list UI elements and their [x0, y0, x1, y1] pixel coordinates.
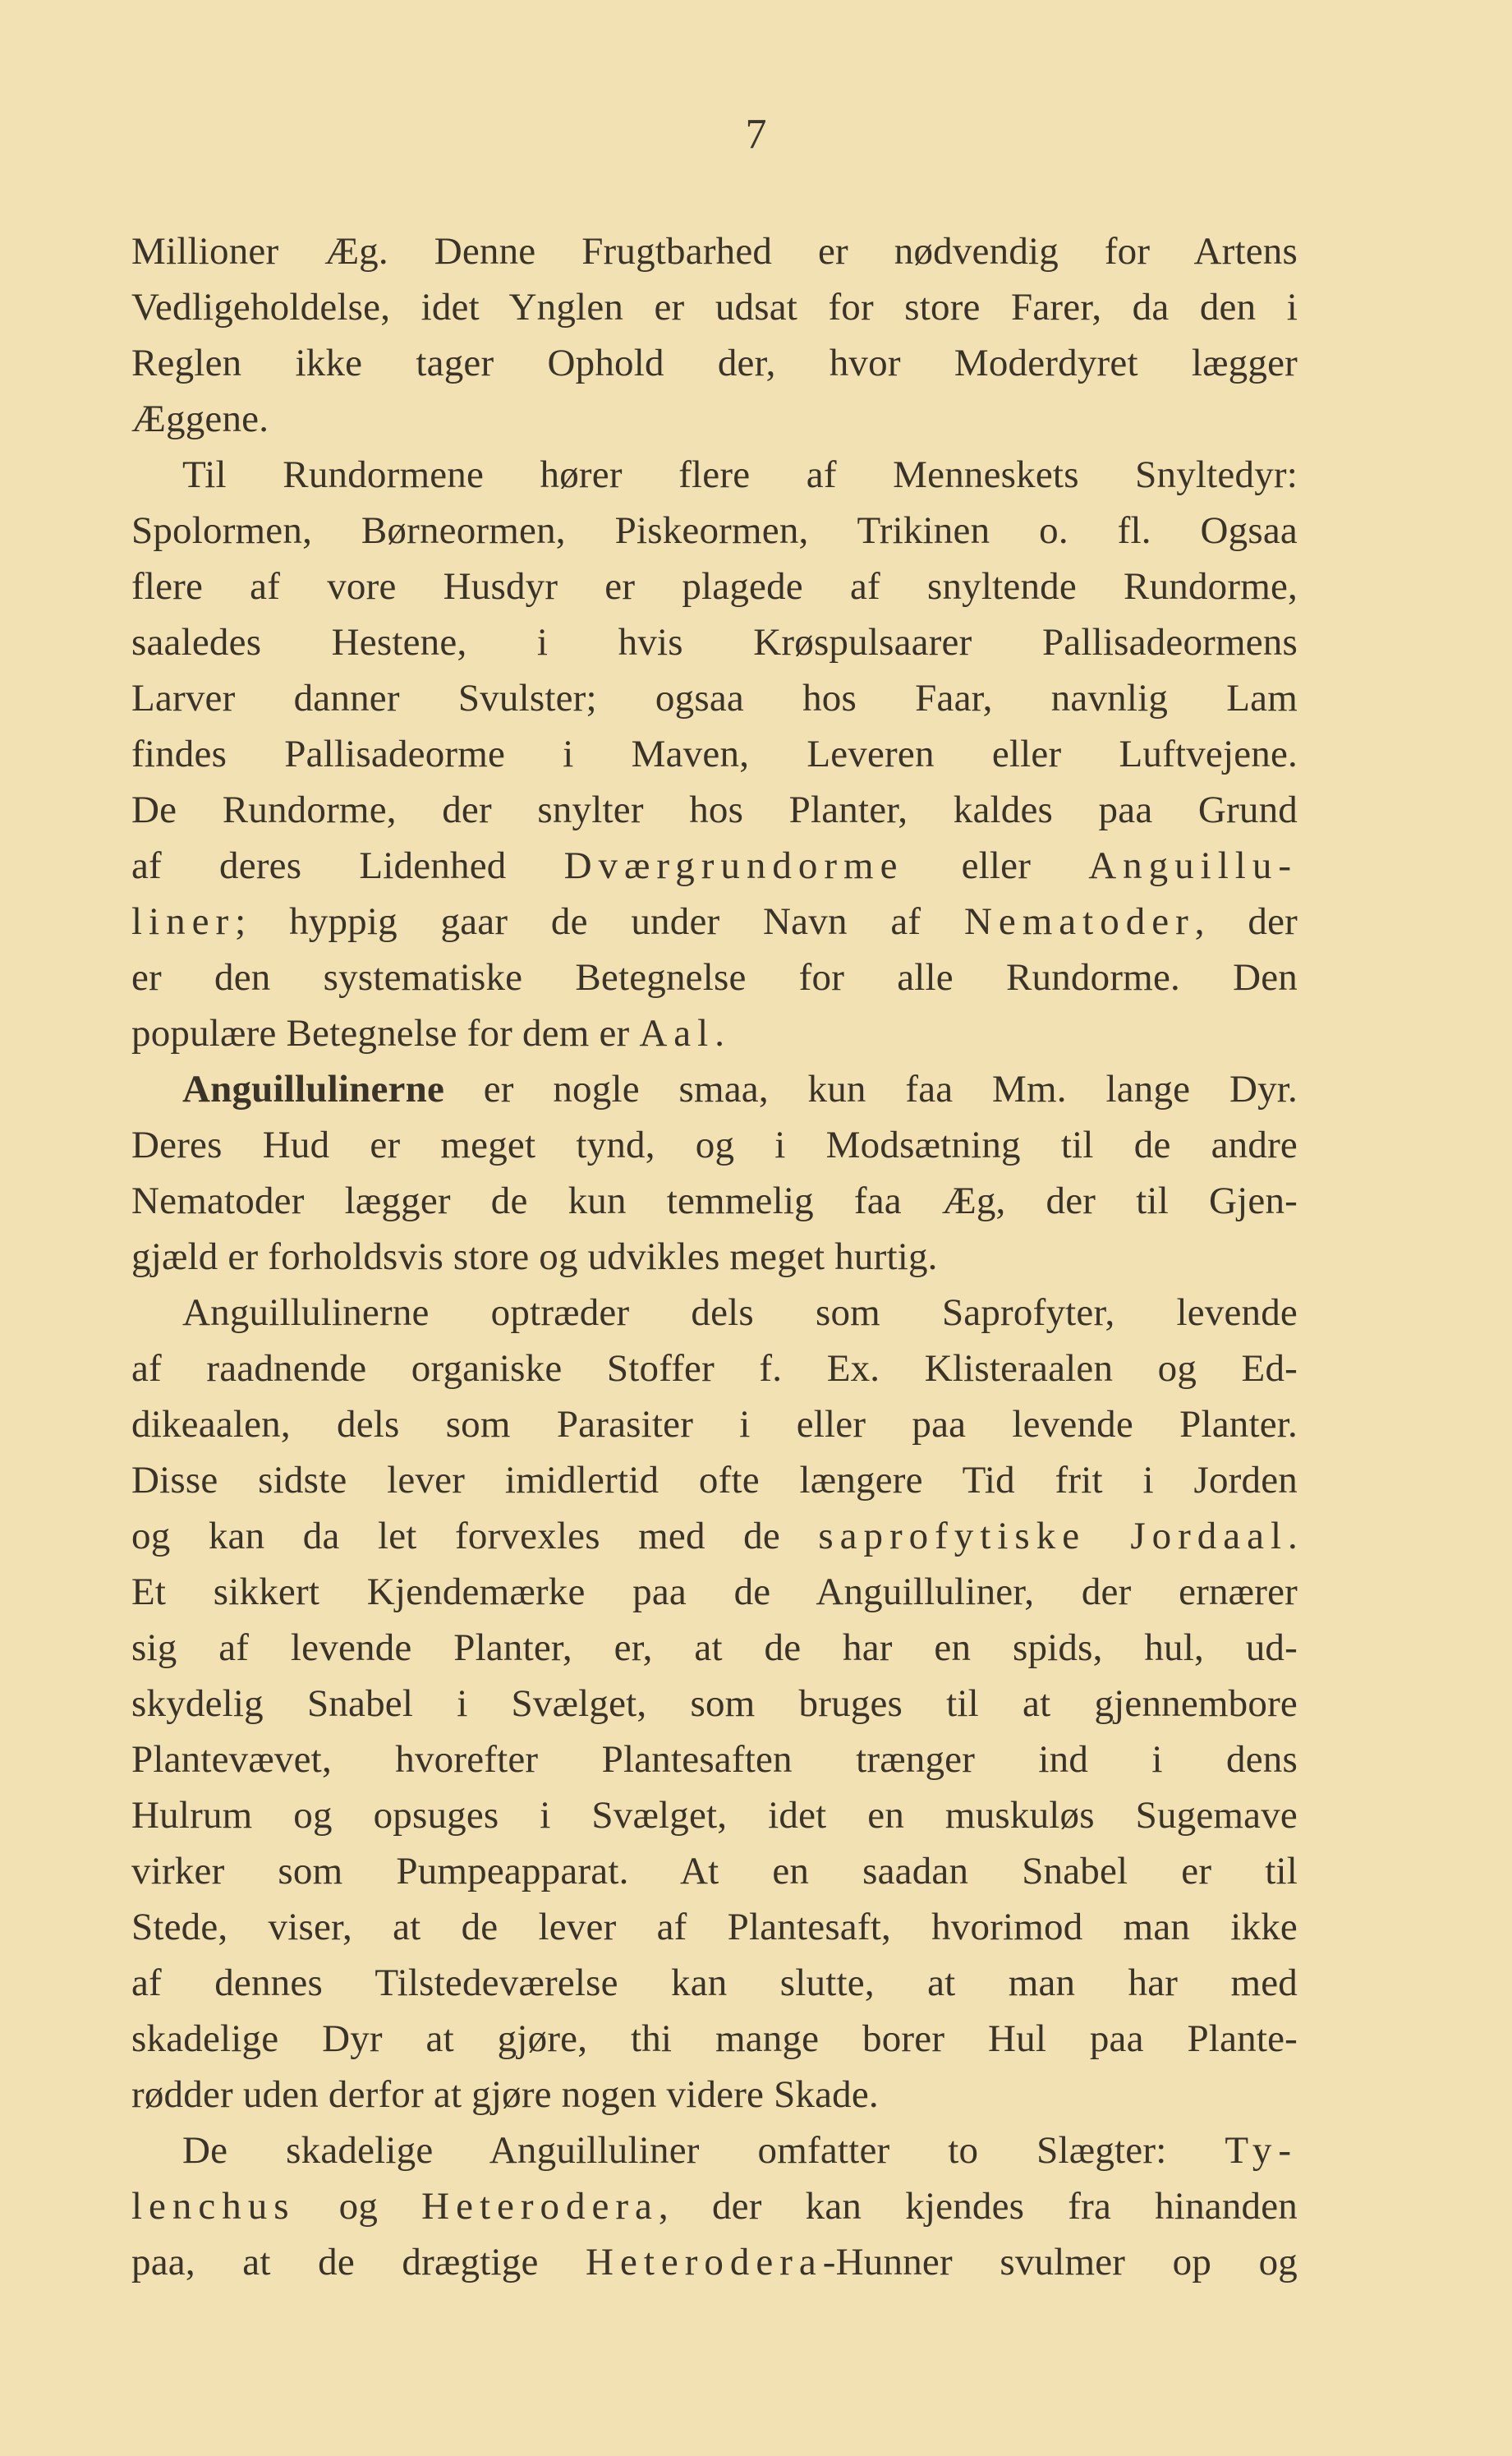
line-text: , der: [1194, 900, 1298, 943]
line-text: er den systematiske Betegnelse for alle Rundorme. Den: [131, 956, 1298, 999]
line-text: Larver danner Svulster; ogsaa hos Faar, navnlig Lam: [131, 677, 1298, 720]
text-line: [131, 1620, 1298, 1676]
spaced-term: Heterodera: [421, 2185, 659, 2228]
text-line: [131, 1285, 1298, 1341]
text-line: [131, 670, 1298, 726]
text-line: [131, 1676, 1298, 1732]
section-term: Anguillulinerne: [182, 1068, 445, 1111]
text-line: [131, 894, 1298, 950]
spaced-term: saprofytiske Jordaal: [818, 1515, 1289, 1557]
text-line: [131, 559, 1298, 614]
line-text: flere af vore Husdyr er plagede af snyltende Rundorme,: [131, 565, 1298, 608]
text-line: [131, 2178, 1298, 2234]
line-text: Disse sidste lever imidlertid ofte længere Tid frit i Jorden: [131, 1459, 1298, 1502]
spaced-term: liner: [131, 900, 236, 943]
text-line: [131, 1732, 1298, 1787]
line-text: Reglen ikke tager Ophold der, hvor Moderdyret lægger: [131, 342, 1298, 384]
line-text: af dennes Tilstedeværelse kan slutte, at man har med: [131, 1962, 1298, 2004]
text-line: [131, 223, 1298, 279]
line-text: Æggene.: [131, 398, 269, 440]
text-line: [131, 2011, 1298, 2067]
line-text: af deres Lidenhed: [131, 844, 564, 887]
text-line: [131, 1955, 1298, 2011]
text-line: [131, 1229, 1298, 1285]
line-text: saaledes Hestene, i hvis Krøspulsaarer Pallisadeormens: [131, 621, 1298, 664]
text-line: [131, 1452, 1298, 1508]
line-text: og kan da let forvexles med de: [131, 1515, 819, 1557]
line-text: .: [715, 1012, 725, 1055]
text-line: [131, 614, 1298, 670]
line-text: sig af levende Planter, er, at de har en spids, hul, ud-: [131, 1626, 1298, 1669]
line-text: findes Pallisadeorme i Maven, Leveren eller Luftvejene.: [131, 733, 1298, 775]
text-line: [131, 279, 1298, 335]
line-text: De Rundorme, der snylter hos Planter, kaldes paa Grund: [131, 789, 1298, 831]
spaced-term: Nematoder: [963, 900, 1195, 943]
spaced-term: Anguillu-: [1088, 844, 1298, 887]
text-line: [131, 1005, 1298, 1061]
text-line: [131, 1787, 1298, 1843]
spaced-term: Dværgrundorme: [563, 844, 904, 887]
line-text: Nematoder lægger de kun temmelig faa Æg, der til Gjen-: [131, 1180, 1298, 1222]
text-line: [131, 1061, 1298, 1117]
spaced-term: Ty-: [1225, 2129, 1298, 2172]
text-line: [131, 2234, 1298, 2290]
line-text: Deres Hud er meget tynd, og i Modsætning til de andre: [131, 1124, 1298, 1166]
spaced-term: Aal: [639, 1012, 715, 1055]
line-text: virker som Pumpeapparat. At en saadan Snabel er til: [131, 1850, 1298, 1893]
text-line: [131, 1173, 1298, 1229]
text-line: [131, 391, 1298, 447]
line-text: Til Rundormene hører flere af Menneskets Snyltedyr:: [182, 453, 1298, 496]
line-text: Anguillulinerne optræder dels som Saprofyter, levende: [182, 1291, 1298, 1334]
line-text: -Hunner svulmer op og: [822, 2241, 1298, 2284]
text-line: [131, 1899, 1298, 1955]
spaced-term: Heterodera: [586, 2241, 823, 2284]
line-text: eller: [903, 844, 1089, 887]
text-line: [131, 1843, 1298, 1899]
text-line: [131, 1564, 1298, 1620]
line-text: Vedligeholdelse, idet Ynglen er udsat for store Farer, da den i: [131, 286, 1298, 329]
text-line: [131, 503, 1298, 559]
text-line: [131, 726, 1298, 782]
line-text: , der kan kjendes fra hinanden: [658, 2185, 1298, 2228]
spaced-term: lenchus: [131, 2185, 296, 2228]
line-text: skydelig Snabel i Svælget, som bruges til at gjennembore: [131, 1682, 1298, 1725]
line-text: og: [295, 2185, 422, 2228]
text-line: [131, 2067, 1298, 2123]
line-text: ; hyppig gaar de under Navn af: [235, 900, 964, 943]
text-line: [131, 1396, 1298, 1452]
line-text: Hulrum og opsuges i Svælget, idet en muskuløs Sugemave: [131, 1794, 1298, 1837]
body-text: [131, 223, 1298, 2290]
text-line: [131, 1508, 1298, 1564]
line-text: gjæld er forholdsvis store og udvikles meget hurtig.: [131, 1235, 938, 1278]
text-line: [131, 447, 1298, 503]
text-line: [131, 2123, 1298, 2178]
line-text: rødder uden derfor at gjøre nogen videre Skade.: [131, 2073, 879, 2116]
line-text: Et sikkert Kjendemærke paa de Anguilluliner, der ernærer: [131, 1571, 1298, 1613]
line-text: er nogle smaa, kun faa Mm. lange Dyr.: [444, 1068, 1298, 1111]
text-line: [131, 838, 1298, 894]
text-line: [131, 782, 1298, 838]
line-text: skadelige Dyr at gjøre, thi mange borer Hul paa Plante-: [131, 2017, 1298, 2060]
line-text: De skadelige Anguilluliner omfatter to Slægter:: [182, 2129, 1225, 2172]
text-line: [131, 335, 1298, 391]
text-line: [131, 1341, 1298, 1396]
line-text: dikeaalen, dels som Parasiter i eller paa levende Planter.: [131, 1403, 1298, 1446]
line-text: Spolormen, Børneormen, Piskeormen, Trikinen o. fl. Ogsaa: [131, 509, 1298, 552]
page-number: 7: [745, 111, 767, 158]
text-line: [131, 950, 1298, 1005]
text-line: [131, 1117, 1298, 1173]
line-text: Plantevævet, hvorefter Plantesaften trænger ind i dens: [131, 1738, 1298, 1781]
line-text: paa, at de drægtige: [131, 2241, 586, 2284]
line-text: Millioner Æg. Denne Frugtbarhed er nødvendig for Artens: [131, 230, 1298, 273]
line-text: Stede, viser, at de lever af Plantesaft, hvorimod man ikke: [131, 1906, 1298, 1948]
line-text: populære Betegnelse for dem er: [131, 1012, 640, 1055]
line-text: .: [1288, 1515, 1298, 1557]
line-text: af raadnende organiske Stoffer f. Ex. Klisteraalen og Ed-: [131, 1347, 1298, 1390]
